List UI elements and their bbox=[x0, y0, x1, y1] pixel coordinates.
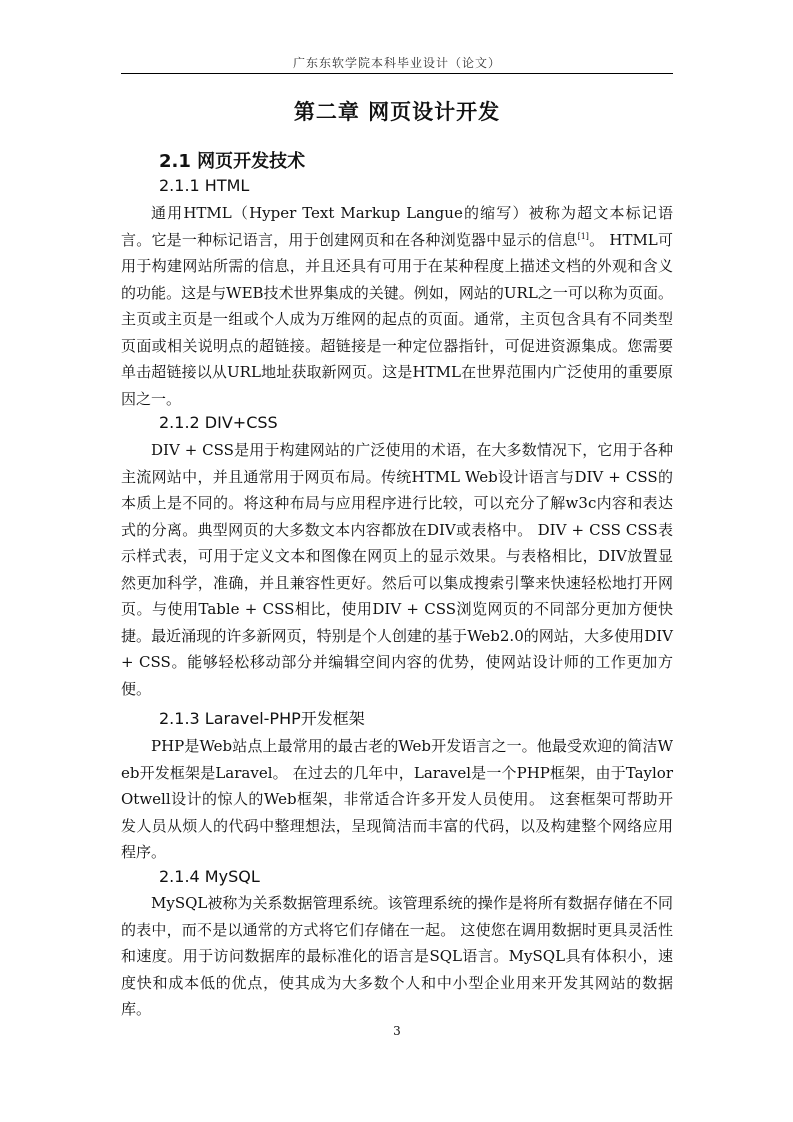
subsection-heading-html: 2.1.1 HTML bbox=[159, 176, 250, 195]
running-header: 广东东软学院本科毕业设计（论文） bbox=[292, 56, 501, 70]
citation-marker: [1] bbox=[577, 231, 589, 241]
paragraph-html-part-b: 。 HTML可用于构建网站所需的信息，并且还具有可用于在某种程度上描述文档的外观和含义的功能。这是与WEB技术世界集成的关键。例如，网站的URL之一可以称为页面。主页或主页是一组或个人成为万维网的起点的页面。通常，主页包含具有不同类型页面或相关说明点的超链接。超链接是一种定位器指针，可促进资源集成。您需要单击超链接以从URL地址获取新网页。这是HTML在世界范围内广泛使用的重要原因之一。 bbox=[121, 230, 673, 408]
chapter-title: 第二章 网页设计开发 bbox=[293, 100, 501, 124]
page-number: 3 bbox=[393, 1024, 401, 1038]
header-rule bbox=[121, 73, 673, 74]
paragraph-html bbox=[121, 200, 673, 412]
paragraph-mysql: MySQL被称为关系数据管理系统。该管理系统的操作是将所有数据存储在不同的表中，而不是以通常的方式将它们存储在一起。 这使您在调用数据时更具灵活性和速度。用于访问数据库的最标准化的语言是SQL语言。MySQL具有体积小，速度快和成本低的优点，使其成为大多数个人和中小型企业用来开发其网站的数据库。 bbox=[121, 894, 673, 1018]
paragraph-div-css: DIV + CSS是用于构建网站的广泛使用的术语，在大多数情况下，它用于各种主流网站中，并且通常用于网页布局。传统HTML Web设计语言与DIV + CSS的本质上是不同的。将这种布局与应用程序进行比较，可以充分了解w3c内容和表达式的分离。典型网页的大多数文本内容都放在DIV或表格中。 DIV + CSS CSS表示样式表，可用于定义文本和图像在网页上的显示效果。与表格相比，DIV放置显然更加科学，准确，并且兼容性更好。然后可以集成搜索引擎来快速轻松地打开网页。与使用Table + CSS相比，使用DIV + CSS浏览网页的不同部分更加方便快捷。最近涌现的许多新网页，特别是个人创建的基于Web2.0的网站，大多使用DIV + CSS。能够轻松移动部分并编辑空间内容的优势，使网站设计师的工作更加方便。 bbox=[121, 441, 673, 698]
paragraph-html-part-a: 通用HTML（Hyper Text Markup Langue的缩写）被称为超文本标记语言。它是一种标记语言，用于创建网页和在各种浏览器中显示的信息 bbox=[121, 204, 673, 249]
subsection-heading-mysql: 2.1.4 MySQL bbox=[159, 867, 260, 886]
subsection-heading-laravel: 2.1.3 Laravel-PHP开发框架 bbox=[159, 709, 365, 728]
subsection-heading-div-css: 2.1.2 DIV+CSS bbox=[159, 413, 278, 432]
paragraph-laravel: PHP是Web站点上最常用的最古老的Web开发语言之一。他最受欢迎的简洁Web开发框架是Laravel。 在过去的几年中，Laravel是一个PHP框架，由于Taylor Otwell设计的惊人的Web框架，非常适合许多开发人员使用。 这套框架可帮助开发人员从烦人的代码中整理想法，呈现简洁而丰富的代码，以及构建整个网络应用程序。 bbox=[121, 737, 673, 861]
section-title: 2.1 网页开发技术 bbox=[159, 151, 306, 172]
